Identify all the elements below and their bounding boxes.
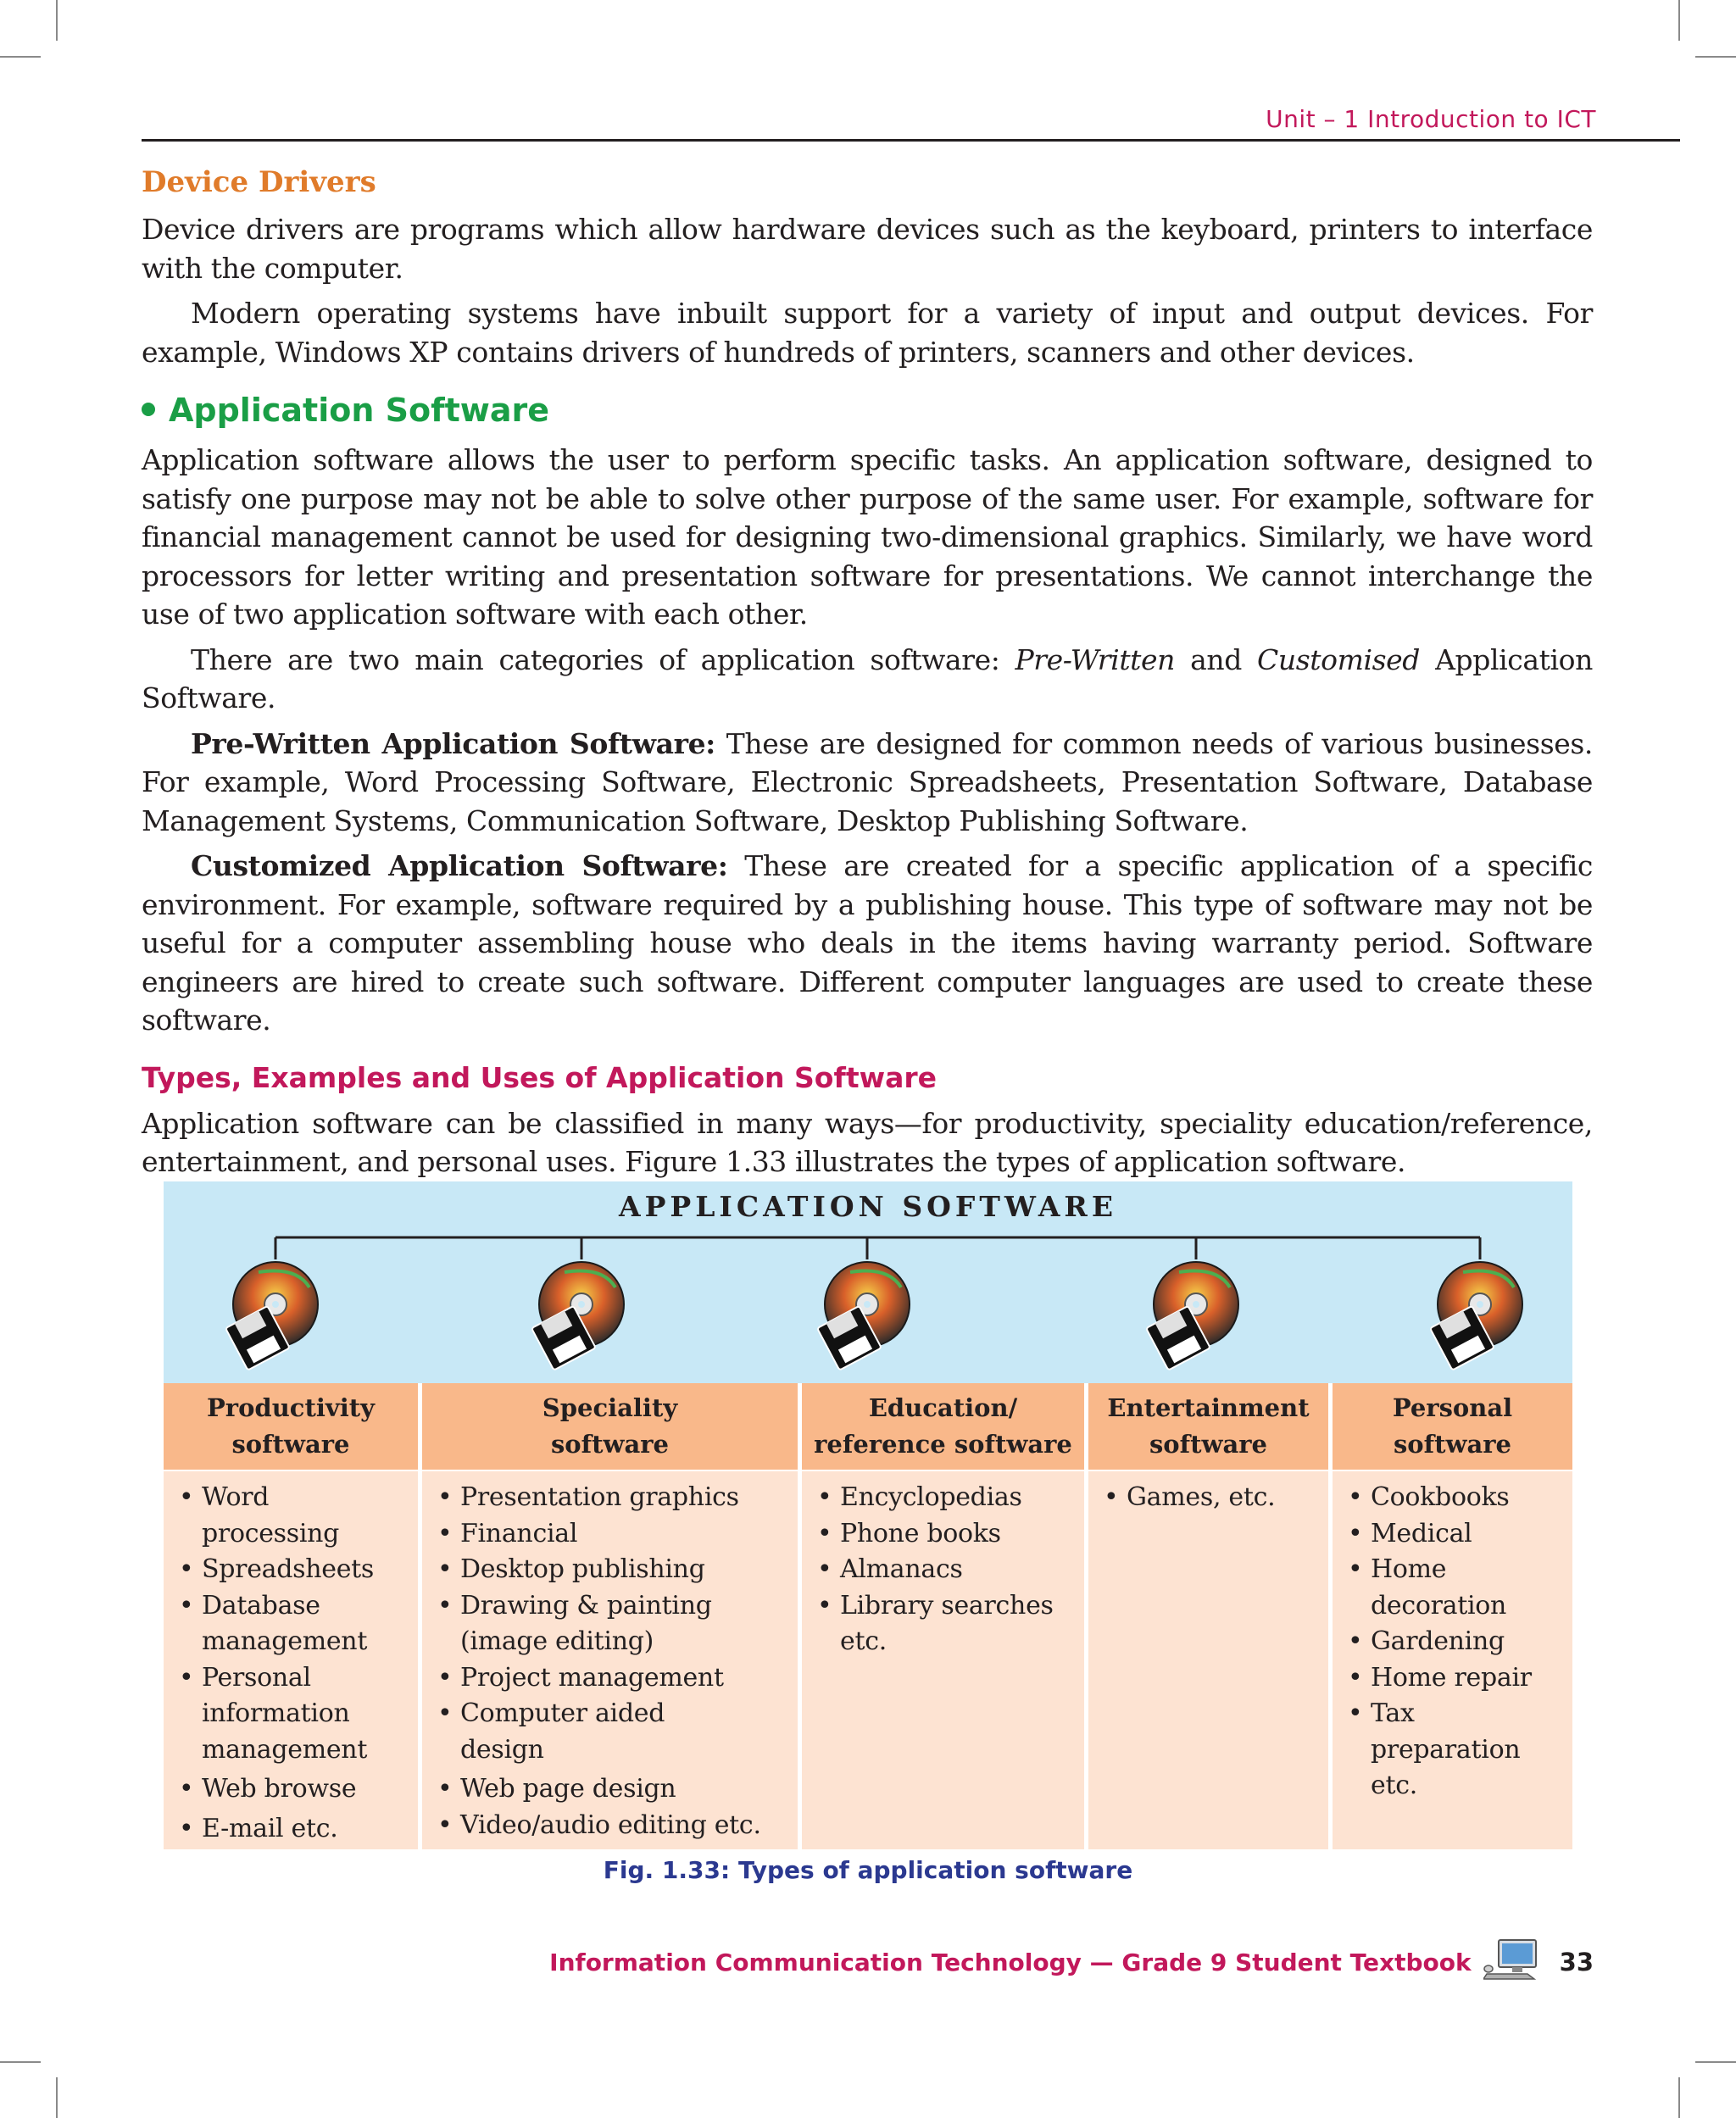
list-item: • Library searches	[817, 1588, 1084, 1625]
cd-floppy-icon	[1146, 1262, 1238, 1370]
list-item-continuation	[179, 1696, 418, 1732]
list-item-continuation	[179, 1732, 418, 1769]
list-item-text: decoration	[1371, 1590, 1507, 1620]
list-item-continuation	[1348, 1588, 1572, 1625]
list-item: • Database	[179, 1588, 418, 1625]
list-item-text: management	[202, 1626, 368, 1656]
education-list	[802, 1471, 1084, 1660]
column-body-education	[802, 1471, 1084, 1849]
column-heading-line: software	[1393, 1430, 1511, 1459]
cd-floppy-icon	[817, 1262, 910, 1370]
list-item-text: information	[202, 1698, 350, 1728]
column-heading-line: Entertainment	[1107, 1393, 1310, 1422]
text-run: Application Software.	[142, 642, 1593, 714]
list-item: • Medical	[1348, 1516, 1572, 1553]
types-paragraph: Application software can be classified in many ways—for productivity, speciality education/reference, entertainment, and personal uses. Figure 1.33 illustrates the types of application software.	[142, 1106, 1593, 1178]
column-heading-productivity	[164, 1383, 418, 1470]
list-item: • Word	[179, 1480, 418, 1516]
list-item: • Web browse	[179, 1771, 418, 1808]
list-item: • Spreadsheets	[179, 1552, 418, 1588]
list-item-text: preparation	[1371, 1734, 1521, 1765]
column-heading-line: software	[1149, 1430, 1268, 1459]
productivity-list	[164, 1471, 418, 1847]
list-item: • Home repair	[1348, 1660, 1572, 1697]
list-item: • Gardening	[1348, 1624, 1572, 1660]
text-run: These are created for a specific application of a specific environment. For example, software required by a publishing house. This type of software may not be useful for a computer assembling house who deals in the items having warranty period. Software engineers are hired to create such software. Different computer languages are used to create these software.	[142, 849, 1593, 1037]
device-drivers-heading: Device Drivers	[142, 165, 376, 199]
list-item: • Desktop publishing	[437, 1552, 798, 1588]
running-header: Unit – 1 Introduction to ICT	[1266, 105, 1596, 133]
application-software-figure	[164, 1181, 1572, 1849]
list-item: • Almanacs	[817, 1552, 1084, 1588]
list-item-text: processing	[202, 1518, 340, 1548]
column-body-entertainment	[1088, 1471, 1328, 1849]
list-item-text: etc.	[840, 1626, 887, 1656]
column-heading-speciality	[422, 1383, 798, 1470]
list-item-continuation	[179, 1624, 418, 1660]
column-heading-line: Productivity	[207, 1393, 375, 1422]
computer-icon	[1483, 1938, 1539, 1987]
list-item-continuation	[179, 1516, 418, 1553]
cd-floppy-icon	[1430, 1262, 1522, 1370]
pre-written-paragraph	[142, 725, 1593, 841]
crop-mark	[1695, 2061, 1736, 2063]
column-heading-personal	[1333, 1383, 1572, 1470]
page-content	[142, 161, 1593, 1188]
crop-mark	[1678, 0, 1680, 41]
column-heading-line: reference software	[814, 1430, 1072, 1459]
crop-mark	[56, 2077, 58, 2118]
list-item-text: etc.	[1371, 1771, 1417, 1800]
column-heading-line: software	[550, 1430, 669, 1459]
header-rule	[142, 139, 1680, 142]
entertainment-list	[1088, 1471, 1328, 1516]
column-heading-education	[802, 1383, 1084, 1470]
crop-mark	[1695, 56, 1736, 58]
application-software-paragraph-1: Application software allows the user to perform specific tasks. An application software, designed to satisfy one purpose may not be able to solve other purpose of the same user. For example, software for financial management cannot be used for designing two-dimensional graphics. Similarly, we have word processors for letter writing and presentation software for presentations. We cannot interchange the use of two application software with each other.	[142, 443, 1593, 631]
list-item: • Tax	[1348, 1696, 1572, 1732]
application-software-paragraph-2	[142, 641, 1593, 718]
figure-caption: Fig. 1.33: Types of application software	[603, 1856, 1133, 1884]
crop-mark	[56, 0, 58, 41]
column-heading-line: Education/	[868, 1393, 1018, 1422]
list-item: • Computer aided	[437, 1696, 798, 1732]
tree-diagram	[164, 1181, 1572, 1383]
page-number: 33	[1559, 1948, 1594, 1976]
list-item: • Cookbooks	[1348, 1480, 1572, 1516]
emphasis-pre-written: Pre-Written	[1015, 642, 1176, 676]
pre-written-term: Pre-Written Application Software:	[191, 726, 715, 760]
list-item: • Video/audio editing etc.	[437, 1808, 798, 1844]
cd-floppy-icon	[531, 1262, 624, 1370]
list-item: • Phone books	[817, 1516, 1084, 1553]
list-item: • Web page design	[437, 1771, 798, 1808]
list-item-continuation	[437, 1732, 798, 1769]
crop-mark	[0, 2061, 41, 2063]
types-heading: Types, Examples and Uses of Application Software	[142, 1060, 938, 1094]
personal-list	[1333, 1471, 1572, 1804]
bullet-icon	[142, 403, 155, 416]
column-body-speciality	[422, 1471, 798, 1849]
list-item: • Encyclopedias	[817, 1480, 1084, 1516]
list-item: • E-mail etc.	[179, 1811, 418, 1848]
column-heading-line: Speciality	[542, 1393, 678, 1422]
speciality-list	[422, 1471, 798, 1843]
page-footer	[549, 1941, 1594, 1983]
footer-title: Information Communication Technology — Grade 9 Student Textbook	[549, 1948, 1472, 1976]
list-item: • Project management	[437, 1660, 798, 1697]
list-item-continuation	[1348, 1768, 1572, 1804]
crop-mark	[0, 56, 41, 58]
list-item: • Financial	[437, 1516, 798, 1553]
list-item: • Presentation graphics	[437, 1480, 798, 1516]
column-body-personal	[1333, 1471, 1572, 1849]
list-item-text: design	[460, 1734, 544, 1765]
list-item: • Games, etc.	[1104, 1480, 1328, 1516]
customized-term: Customized Application Software:	[191, 849, 728, 882]
list-item-text: (image editing)	[460, 1626, 654, 1656]
list-item-continuation	[1348, 1732, 1572, 1769]
device-drivers-paragraph-1: Device drivers are programs which allow hardware devices such as the keyboard, printers to interface with the computer.	[142, 213, 1593, 285]
crop-mark	[1678, 2077, 1680, 2118]
column-heading-line: software	[231, 1430, 350, 1459]
text-run: and	[1175, 642, 1258, 676]
list-item-continuation	[817, 1624, 1084, 1660]
list-item-text: management	[202, 1734, 368, 1765]
application-software-heading	[142, 386, 1593, 434]
device-drivers-paragraph-2: Modern operating systems have inbuilt support for a variety of input and output devices. For example, Windows XP contains drivers of hundreds of printers, scanners and other devices.	[142, 297, 1593, 369]
list-item-continuation	[437, 1624, 798, 1660]
figure-title: APPLICATION SOFTWARE	[618, 1190, 1118, 1223]
text-run: These are designed for common needs of various businesses. For example, Word Processing Software, Electronic Spreadsheets, Presentation Software, Database Management Systems, Communication Software, Desktop Publishing Software.	[142, 726, 1594, 837]
customized-paragraph	[142, 847, 1593, 1040]
list-item: • Drawing & painting	[437, 1588, 798, 1625]
list-item: • Home	[1348, 1552, 1572, 1588]
cd-floppy-icon	[225, 1262, 318, 1370]
list-item: • Personal	[179, 1660, 418, 1697]
column-heading-line: Personal	[1392, 1393, 1513, 1422]
column-heading-entertainment	[1088, 1383, 1328, 1470]
application-software-heading-text: Application Software	[169, 392, 550, 429]
text-run: There are two main categories of application software:	[191, 642, 1015, 676]
emphasis-customised: Customised	[1257, 642, 1421, 676]
column-body-productivity	[164, 1471, 418, 1849]
